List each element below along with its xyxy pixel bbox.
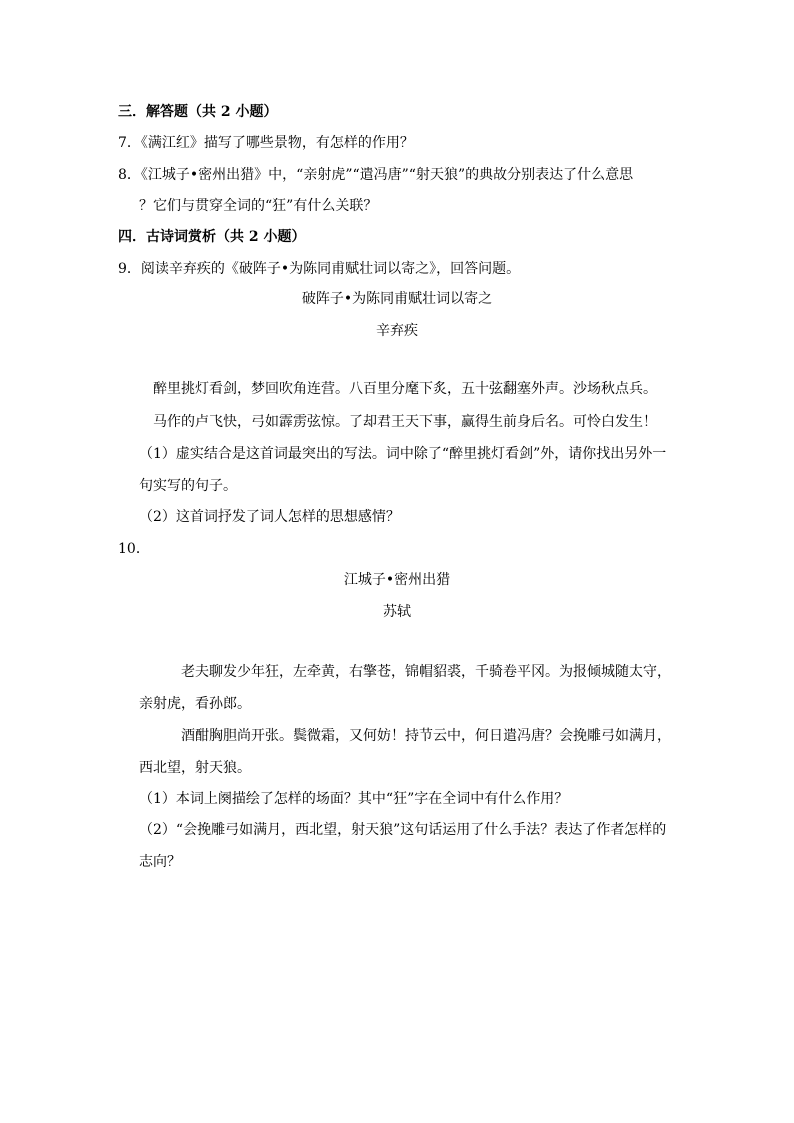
section-4-heading: 四．古诗词赏析（共 2 小题） <box>118 229 306 245</box>
poem-10-line-3: 酒酣胸胆尚开张。鬓微霜，又何妨！持节云中，何日遣冯唐？会挽雕弓如满月， <box>181 728 671 744</box>
poem-10-title: 江城子•密州出猎 <box>343 572 451 588</box>
question-10-sub-2-line-1: （2）“会挽雕弓如满月，西北望，射天狼”这句话运用了什么手法？表达了作者怎样的 <box>139 822 667 838</box>
poem-9-title: 破阵子•为陈同甫赋壮词以寄之 <box>301 291 493 307</box>
question-10-sub-1: （1）本词上阕描绘了怎样的场面？其中“狂”字在全词中有什么作用？ <box>139 791 569 807</box>
poem-10-line-2: 亲射虎，看孙郎。 <box>139 696 251 712</box>
poem-9-author: 辛弃疾 <box>376 323 418 339</box>
section-3-heading: 三．解答题（共 2 小题） <box>118 104 278 120</box>
question-8-line-1: 8．《江城子•密州出猎》中，“亲射虎”“遣冯唐”“射天狼”的典故分别表达了什么意思 <box>118 167 634 183</box>
question-7: 7．《满江红》描写了哪些景物，有怎样的作用？ <box>118 135 414 151</box>
question-9-sub-1-line-2: 句实写的句子。 <box>139 478 237 494</box>
question-8-line-2: ？它们与贯穿全词的“狂”有什么关联？ <box>139 198 378 214</box>
question-9-sub-2: （2）这首词抒发了词人怎样的思想感情？ <box>139 509 400 525</box>
poem-9-line-1: 醉里挑灯看剑，梦回吹角连营。八百里分麾下炙，五十弦翻塞外声。沙场秋点兵。 <box>153 381 657 397</box>
poem-10-line-4: 西北望，射天狼。 <box>139 760 251 776</box>
question-10-number: 10． <box>118 541 150 557</box>
question-10-sub-2-line-2: 志向？ <box>139 854 181 870</box>
poem-10-author: 苏轼 <box>383 604 411 620</box>
question-9-prompt: 9．阅读辛弃疾的《破阵子•为陈同甫赋壮词以寄之》，回答问题。 <box>118 261 521 277</box>
poem-10-line-1: 老夫聊发少年狂，左牵黄，右擎苍，锦帽貂裘，千骑卷平冈。为报倾城随太守， <box>181 664 671 680</box>
poem-9-line-2: 马作的卢飞快，弓如霹雳弦惊。了却君王天下事，赢得生前身后名。可怜白发生！ <box>153 414 657 430</box>
question-9-sub-1-line-1: （1）虚实结合是这首词最突出的写法。词中除了“醉里挑灯看剑”外，请你找出另外一 <box>139 446 667 462</box>
